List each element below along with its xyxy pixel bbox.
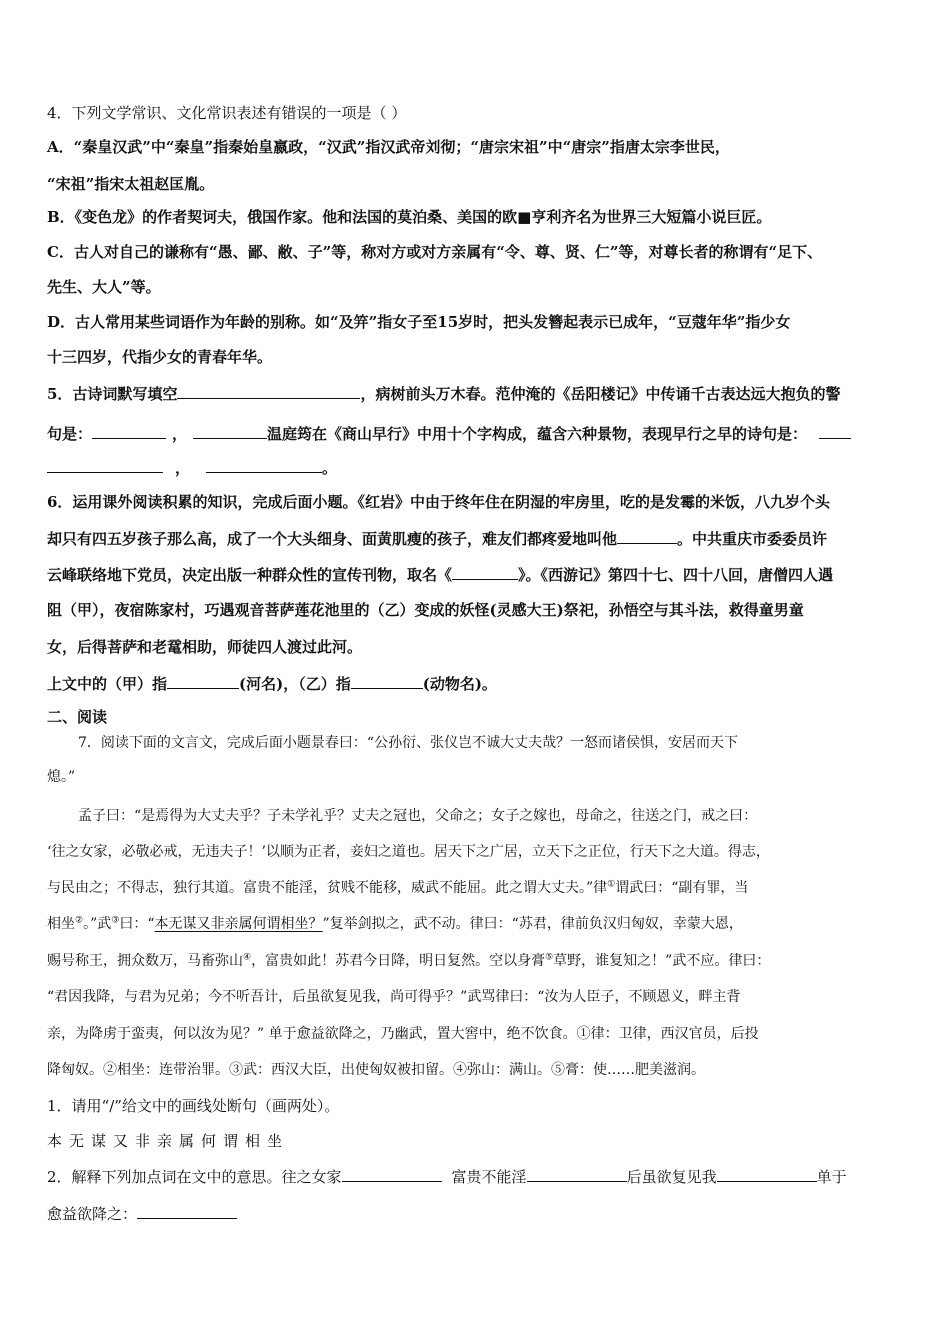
q6-line4: 阻（甲），夜宿陈家村，巧遇观音菩萨莲花池里的（乙）变成的妖怪(灵感大王)祭祀，孙悟空与其斗法，救得童男童 xyxy=(47,601,804,619)
q4-stem: 4．下列文学常识、文化常识表述有错误的一项是（ ） xyxy=(47,104,407,122)
q7-blank-3[interactable] xyxy=(717,1166,817,1182)
q7-blank-4[interactable] xyxy=(137,1203,237,1219)
q6-line1: 6．运用课外阅读积累的知识，完成后面小题。《红岩》中由于终年住在阴湿的牢房里，吃的是发霉的米饭，八九岁个头 xyxy=(47,493,830,511)
q5-blank-5[interactable] xyxy=(206,457,322,473)
q7-line6: 相坐②。”武③曰：“本无谋又非亲属何谓相坐？”复举剑拟之，武不动。律曰：“苏君，律前负汉归匈奴，幸蒙大恩， xyxy=(47,915,743,932)
q5-blank-2[interactable] xyxy=(92,423,166,439)
q4-option-a-line2: “宋祖”指宋太祖赵匡胤。 xyxy=(47,175,215,193)
q6-blank-2[interactable] xyxy=(452,564,518,580)
q5-line2: 句是： ， 温庭筠在《商山早行》中用十个字构成，蕴含六种景物，表现早行之早的诗句是： xyxy=(47,423,851,444)
q5-line1 xyxy=(47,383,840,404)
q4-option-c-line1: C．古人对自己的谦称有“愚、鄙、敝、子”等，称对方或对方亲属有“令、尊、贤、仁”等，对尊长者的称谓有“足下、 xyxy=(47,243,823,261)
q7-line8: “君因我降，与君为兄弟；今不听吾计，后虽欲复见我，尚可得乎？”武骂律曰：“汝为人臣子，不顾恩义，畔主背 xyxy=(47,989,741,1005)
q7-sub2-line1: 2．解释下列加点词在文中的意思。往之女家 富贵不能淫 后虽欲复见我 单于 xyxy=(47,1168,847,1186)
q5-blank-4b[interactable] xyxy=(47,457,163,473)
q5-prompt: 5．古诗词默写填空 xyxy=(47,385,178,403)
q5-blank-1[interactable] xyxy=(177,383,360,399)
q7-blank-2[interactable] xyxy=(527,1166,627,1182)
q6-line3: 云峰联络地下党员，决定出版一种群众性的宣传刊物，取名《 》。《西游记》第四十七、四十八回，唐僧四人遇 xyxy=(47,566,834,584)
q5-blank-4a[interactable] xyxy=(819,423,851,439)
q5-blank-3[interactable] xyxy=(193,423,267,439)
q4-option-c-line2: 先生、大人”等。 xyxy=(47,278,161,296)
q6-blank-1[interactable] xyxy=(617,528,677,544)
q7-sub1-sentence: 本无谋又非亲属何谓相坐 xyxy=(47,1132,290,1150)
q7-line4: ‘往之女家，必敬必戒，无违夫子！’以顺为正者，妾妇之道也。居天下之广居，立天下之正位，行天下之大道。得志， xyxy=(47,844,770,860)
q7-line7: 赐号称王，拥众数万，马畜弥山④，富贵如此！苏君今日降，明日复然。空以身膏⑤草野，谁复知之！”武不应。律曰： xyxy=(47,952,771,969)
q4-option-a-line1: A．“秦皇汉武”中“秦皇”指秦始皇嬴政，“汉武”指汉武帝刘彻；“唐宗宋祖”中“唐宗”指唐太宗李世民， xyxy=(47,138,730,156)
q6-line5: 女，后得菩萨和老鼋相助，师徒四人渡过此河。 xyxy=(47,638,363,656)
q6-line6: 上文中的（甲）指 (河名)，（乙）指 (动物名)。 xyxy=(47,675,497,693)
q4-option-d-line2: 十三四岁，代指少女的青春年华。 xyxy=(47,348,273,366)
q7-line3: 孟子曰：“是焉得为大丈夫乎？子未学礼乎？丈夫之冠也，父命之；女子之嫁也，母命之，往送之门，戒之曰： xyxy=(78,808,758,824)
q4-option-d-line1: D．古人常用某些词语作为年龄的别称。如“及笄”指女子至15岁时，把头发簪起表示已成年，“豆蔻年华”指少女 xyxy=(47,313,791,331)
section-title-reading: 二、阅读 xyxy=(47,708,108,726)
q5-text: ，病树前头万木春。范仲淹的《岳阳楼记》中传诵千古表达远大抱负的警 xyxy=(360,385,841,403)
q5-line3: ， 。 xyxy=(47,457,337,478)
q7-underlined-sentence: 本无谋又非亲属何谓相坐？ xyxy=(154,916,323,932)
q7-line2: 熄。” xyxy=(47,769,76,785)
q6-blank-4[interactable] xyxy=(351,673,423,689)
q7-line1: 7．阅读下面的文言文，完成后面小题景春曰：“公孙衍、张仪岂不诚大丈夫哉？一怒而诸侯惧，安居而天下 xyxy=(78,735,739,751)
q7-line9: 亲，为降虏于蛮夷，何以汝为见？” 单于愈益欲降之，乃幽武，置大窖中，绝不饮食。①律：卫律，西汉官员，后投 xyxy=(47,1026,759,1042)
q6-blank-3[interactable] xyxy=(167,673,239,689)
q6-line2: 却只有四五岁孩子那么高，成了一个大头细身、面黄肌瘦的孩子，难友们都疼爱地叫他 。中共重庆市委委员许 xyxy=(47,530,828,548)
q7-line10: 降匈奴。②相坐：连带治罪。③武：西汉大臣，出使匈奴被扣留。④弥山：满山。⑤膏：使……肥美滋润。 xyxy=(47,1062,705,1078)
q7-line5: 与民由之；不得志，独行其道。富贵不能淫，贫贱不能移，威武不能屈。此之谓大丈夫。”律①谓武曰：“副有罪，当 xyxy=(47,879,749,896)
q7-sub1: 1．请用“/”给文中的画线处断句（画两处）。 xyxy=(47,1097,340,1115)
q7-sub2-line2: 愈益欲降之： xyxy=(47,1203,237,1224)
q7-blank-1[interactable] xyxy=(342,1166,442,1182)
q4-option-b: B．《变色龙》的作者契诃夫，俄国作家。他和法国的莫泊桑、美国的欧■亨利齐名为世界三大短篇小说巨匠。 xyxy=(47,208,772,226)
